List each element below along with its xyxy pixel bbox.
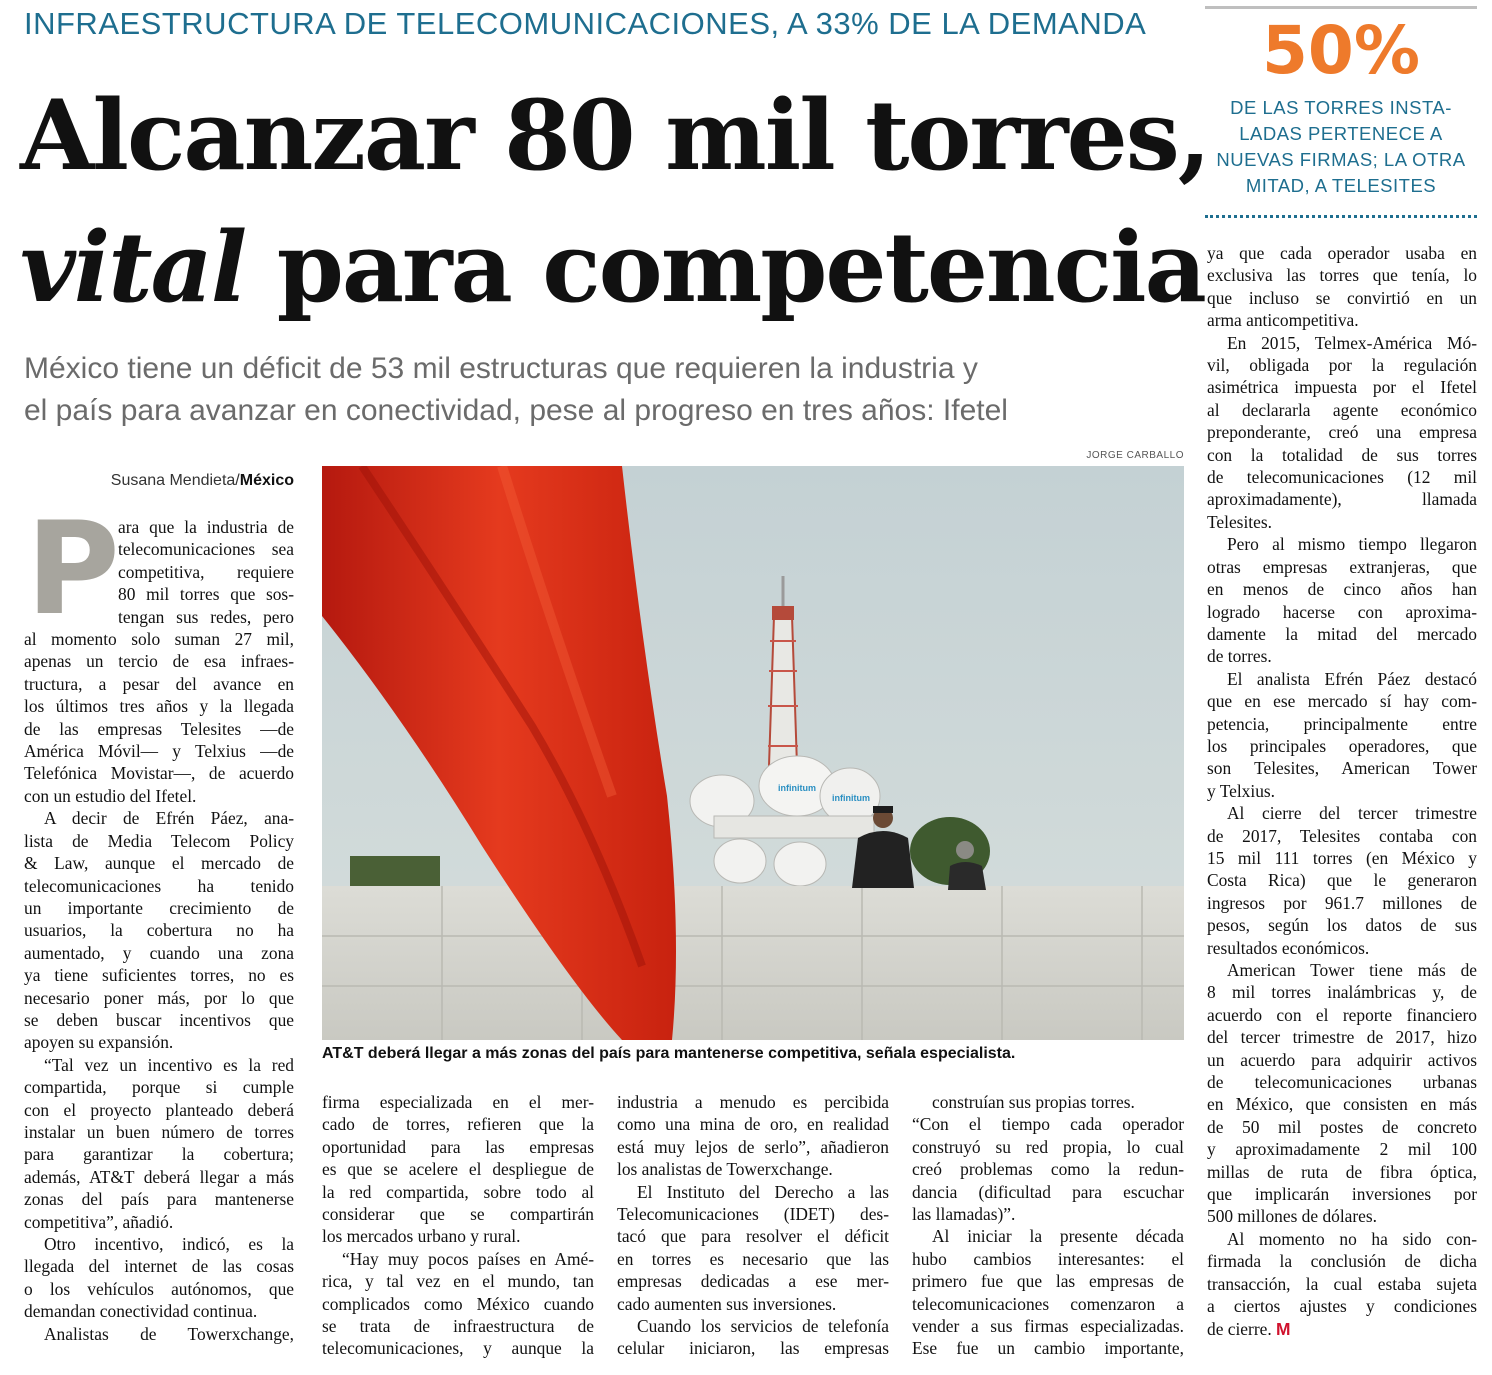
article-line: los mercados urbano y rural. bbox=[322, 1226, 521, 1247]
headline-line-2-rest: para competencia bbox=[245, 211, 1205, 324]
article-line: del tercer trimestre de 2017, hizo bbox=[1207, 1027, 1477, 1048]
article-line: con la totalidad de sus torres bbox=[1207, 444, 1477, 465]
article-line: pesos, según los datos de sus bbox=[1207, 915, 1477, 936]
article-line: Ese fue un cambio importante, bbox=[912, 1338, 1184, 1359]
article-line: ingresos por 961.7 millones de bbox=[1207, 892, 1477, 913]
article-line: “Tal vez un incentivo es la red bbox=[44, 1054, 294, 1075]
article-line: logrado hacerse con aproxima- bbox=[1207, 601, 1477, 622]
article-line: En 2015, Telmex-América Mó- bbox=[1227, 332, 1477, 353]
article-line: vil, obligada por la regulación bbox=[1207, 355, 1477, 376]
article-line: telecomunicaciones, y aunque la bbox=[322, 1338, 594, 1359]
article-line: resultados económicos. bbox=[1207, 937, 1370, 958]
article-line: 15 mil 111 torres (en México y bbox=[1207, 847, 1477, 868]
drop-cap: P bbox=[26, 495, 120, 644]
article-line: “Hay muy pocos países en Amé- bbox=[342, 1248, 594, 1269]
stat-number: 50% bbox=[1262, 12, 1420, 89]
article-line: los analistas de Towerxchange. bbox=[617, 1159, 833, 1180]
headline bbox=[20, 70, 1210, 334]
article-line: tructura, a pesar del avance en bbox=[24, 673, 294, 694]
article-line: construían sus propias torres. bbox=[932, 1092, 1135, 1112]
article-line: acuerdo con el reporte financiero bbox=[1207, 1004, 1477, 1025]
article-line: millas de ruta de fibra óptica, bbox=[1207, 1161, 1477, 1182]
article-line: o los vehículos autónomos, que bbox=[24, 1278, 294, 1299]
article-line: ara que la industria de bbox=[118, 517, 294, 537]
article-line: Telecomunicaciones (IDET) des- bbox=[617, 1204, 889, 1225]
article-line: los últimos tres años y la llegada bbox=[24, 696, 294, 717]
article-line: creó problemas como la redun- bbox=[912, 1159, 1184, 1180]
photo-illustration bbox=[322, 466, 1184, 1040]
article-line: demandan conectividad continua. bbox=[24, 1301, 258, 1322]
article-line: los principales operadores, que bbox=[1207, 735, 1477, 756]
article-line: asimétrica impuesta por el Ifetel bbox=[1207, 377, 1477, 398]
article-line: se deben buscar incentivos que bbox=[24, 1009, 294, 1030]
subhead-line-1: México tiene un déficit de 53 mil estructuras que requieren la industria y bbox=[24, 352, 978, 385]
article-line: transacción, la cual estaba sujeta bbox=[1207, 1273, 1477, 1294]
dish-label: infinitum bbox=[778, 783, 816, 793]
article-line: al declararla agente económico bbox=[1207, 399, 1477, 420]
article-line: otras empresas extranjeras, que bbox=[1207, 556, 1477, 577]
article-line: primero fue que las empresas de bbox=[912, 1271, 1184, 1292]
article-line: en México, que consisten en más bbox=[1207, 1094, 1477, 1115]
article-line: en torres es necesario que las bbox=[617, 1248, 889, 1269]
article-line: firmada la conclusión de dicha bbox=[1207, 1251, 1477, 1272]
stat-description-line: MITAD, A TELESITES bbox=[1245, 175, 1437, 196]
article-line: competitiva”, añadió. bbox=[24, 1211, 174, 1232]
article-line: preponderante, creó una empresa bbox=[1207, 422, 1477, 443]
article-line: con un estudio del Ifetel. bbox=[24, 785, 197, 806]
byline-author: Susana Mendieta/ bbox=[110, 472, 240, 489]
article-line: a ciertos ajustes y condiciones bbox=[1207, 1296, 1477, 1317]
article-line: como una mina de oro, en realidad bbox=[617, 1114, 889, 1135]
article-line: América Móvil— y Telxius —de bbox=[24, 741, 294, 762]
article-line: telecomunicaciones sea bbox=[118, 539, 294, 560]
article-line: compartida, porque si cumple bbox=[24, 1077, 294, 1098]
article-line: Al cierre del tercer trimestre bbox=[1227, 803, 1477, 824]
article-line: son Telesites, American Tower bbox=[1207, 758, 1477, 779]
byline bbox=[24, 472, 294, 490]
dish-label: infinitum bbox=[832, 793, 870, 803]
article-column-1 bbox=[24, 495, 294, 1345]
article-line: dancia (dificultad para escuchar bbox=[912, 1181, 1184, 1202]
article-line: necesario poner más, por lo que bbox=[24, 987, 294, 1008]
article-line: Pero al mismo tiempo llegaron bbox=[1227, 534, 1477, 555]
article-line: está muy lejos de serlo”, añadieron bbox=[617, 1136, 889, 1157]
headline-line-2 bbox=[20, 202, 1205, 334]
article-line: Otro incentivo, indicó, es la bbox=[44, 1234, 294, 1254]
article-line: llegada del internet de las cosas bbox=[24, 1256, 294, 1277]
article-line: American Tower tiene más de bbox=[1227, 960, 1477, 980]
article-line: considerar que se compartirán bbox=[322, 1204, 594, 1225]
article-line: exclusiva las torres que tenía, lo bbox=[1207, 265, 1477, 286]
article-line: al momento solo suman 27 mil, bbox=[24, 629, 294, 650]
article-line: firma especializada en el mer- bbox=[322, 1092, 594, 1112]
sidebar-dotted-rule bbox=[1205, 215, 1477, 218]
article-line: ya tiene suficientes torres, no es bbox=[24, 965, 294, 986]
end-mark: M bbox=[1276, 1318, 1291, 1339]
article-line: tacó que para resolver el déficit bbox=[617, 1226, 889, 1247]
stone-wall bbox=[322, 886, 1184, 1040]
article-line: cado de torres, refieren que la bbox=[322, 1114, 594, 1135]
article-line: las llamadas)”. bbox=[912, 1204, 1016, 1225]
article-line: de 2017, Telesites contaba con bbox=[1207, 825, 1477, 846]
stat-description bbox=[1205, 95, 1477, 199]
article-line: competitiva, requiere bbox=[118, 561, 294, 582]
article-line: construyó su red propia, lo cual bbox=[912, 1136, 1184, 1157]
article-line: que implicarán inversiones por bbox=[1207, 1184, 1477, 1205]
stat-sidebar bbox=[1205, 6, 1477, 218]
sidebar-top-rule bbox=[1205, 6, 1477, 9]
article-line: Telesites. bbox=[1207, 511, 1272, 532]
stat-description-line: NUEVAS FIRMAS; LA OTRA bbox=[1216, 149, 1466, 170]
article-line: oportunidad para las empresas bbox=[322, 1136, 594, 1157]
subhead-line-2: el país para avanzar en conectividad, pese al progreso en tres años: Ifetel bbox=[24, 394, 1008, 427]
article-line: industria a menudo es percibida bbox=[617, 1092, 889, 1112]
article-line: apenas un tercio de esa infraes- bbox=[24, 651, 294, 672]
article-line: 80 mil torres que sos- bbox=[118, 584, 294, 605]
stat-description-line: DE LAS TORRES INSTA- bbox=[1230, 97, 1452, 118]
article-line: se trata de infraestructura de bbox=[322, 1316, 594, 1337]
article-line: arma anticompetitiva. bbox=[1207, 310, 1359, 331]
photo-credit: JORGE CARBALLO bbox=[1086, 450, 1184, 461]
article-line: un acuerdo para adquirir activos bbox=[1207, 1049, 1477, 1070]
article-column-4 bbox=[912, 1091, 1184, 1360]
article-column-2 bbox=[322, 1091, 594, 1360]
article-line: Costa Rica) que le generaron bbox=[1207, 870, 1477, 891]
article-line: instalar un buen número de torres bbox=[24, 1121, 294, 1142]
article-line: Al momento no ha sido con- bbox=[1227, 1228, 1477, 1249]
article-line: Telefónica Movistar—, de acuerdo bbox=[24, 763, 294, 784]
photo-caption: AT&T deberá llegar a más zonas del país para mantenerse competitiva, señala especialista. bbox=[322, 1045, 1016, 1062]
headline-line-1: Alcanzar 80 mil torres, bbox=[20, 79, 1210, 192]
article-line: El Instituto del Derecho a las bbox=[637, 1181, 889, 1202]
article-line: de telecomunicaciones (12 mil bbox=[1207, 467, 1477, 488]
article-line: y Telxius. bbox=[1207, 780, 1276, 801]
article-line: es que se acelere el despliegue de bbox=[322, 1159, 594, 1180]
article-line: complicados como México cuando bbox=[322, 1293, 594, 1314]
article-line: rica, y tal vez en el mundo, tan bbox=[322, 1271, 594, 1292]
article-line: El analista Efrén Páez destacó bbox=[1227, 668, 1477, 689]
article-line: aumentado, y cuando una zona bbox=[24, 942, 294, 963]
article-line: ya que cada operador usaba en bbox=[1207, 243, 1477, 263]
article-line: “Con el tiempo cada operador bbox=[912, 1114, 1184, 1135]
article-line: A decir de Efrén Páez, ana- bbox=[44, 808, 294, 829]
article-line: telecomunicaciones ha tenido bbox=[24, 875, 294, 896]
article-line: de telecomunicaciones urbanas bbox=[1207, 1072, 1477, 1093]
article-line: un importante crecimiento de bbox=[24, 897, 294, 918]
article-line: damente la mitad del mercado bbox=[1207, 623, 1477, 644]
article-line: la red compartida, sobre todo al bbox=[322, 1181, 594, 1202]
headline-italic-word: vital bbox=[20, 211, 246, 324]
article-column-3 bbox=[617, 1091, 889, 1360]
stat-description-line: LADAS PERTENECE A bbox=[1239, 123, 1443, 144]
article-line: 8 mil torres inalámbricas y, de bbox=[1207, 982, 1477, 1003]
subhead bbox=[24, 348, 1184, 432]
article-line: telecomunicaciones comenzaron a bbox=[912, 1293, 1184, 1314]
article-line bbox=[1207, 1318, 1477, 1340]
article-line: usuarios, la cobertura no ha bbox=[24, 920, 294, 941]
article-line: tengan sus redes, pero bbox=[118, 606, 294, 627]
article-line: en menos de cinco años han bbox=[1207, 579, 1477, 600]
byline-place: México bbox=[239, 472, 294, 489]
article-line: vender a sus firmas especializadas. bbox=[912, 1316, 1184, 1337]
article-line: & Law, aunque el mercado de bbox=[24, 853, 294, 874]
closing-text: de cierre. bbox=[1207, 1318, 1272, 1339]
article-line: con el proyecto planteado deberá bbox=[24, 1099, 294, 1120]
news-photo bbox=[322, 466, 1184, 1040]
article-line: de 50 mil postes de concreto bbox=[1207, 1116, 1477, 1137]
kicker: INFRAESTRUCTURA DE TELECOMUNICACIONES, A 33% DE LA DEMANDA bbox=[24, 6, 1147, 41]
article-line: cado aumenten sus inversiones. bbox=[617, 1293, 837, 1314]
article-line: Analistas de Towerxchange, bbox=[44, 1323, 294, 1344]
article-line: apoyen su expansión. bbox=[24, 1032, 174, 1053]
article-line: aproximadamente), llamada bbox=[1207, 489, 1477, 510]
article-line: hubo cambios interesantes: el bbox=[912, 1248, 1184, 1269]
article-line: para garantizar la cobertura; bbox=[24, 1144, 294, 1165]
article-line: petencia, principalmente entre bbox=[1207, 713, 1477, 734]
article-line: zonas del país para mantenerse bbox=[24, 1189, 294, 1210]
article-line: de las empresas Telesites —de bbox=[24, 718, 294, 739]
article-line: Al iniciar la presente década bbox=[932, 1226, 1184, 1247]
article-line: y aproximadamente 2 mil 100 bbox=[1207, 1139, 1477, 1160]
article-line: además, AT&T deberá llegar a más bbox=[24, 1166, 294, 1187]
article-column-5 bbox=[1207, 242, 1477, 1340]
article-line: celular iniciaron, las empresas bbox=[617, 1338, 889, 1359]
article-line: 500 millones de dólares. bbox=[1207, 1206, 1378, 1227]
article-line: lista de Media Telecom Policy bbox=[24, 830, 294, 851]
article-line: que incluso se convirtió en un bbox=[1207, 287, 1477, 308]
article-line: Cuando los servicios de telefonía bbox=[637, 1316, 889, 1337]
article-line: empresas dedicadas a ese mer- bbox=[617, 1271, 889, 1292]
article-line: que en ese mercado sí hay com- bbox=[1207, 691, 1477, 712]
article-line: de torres. bbox=[1207, 646, 1272, 667]
